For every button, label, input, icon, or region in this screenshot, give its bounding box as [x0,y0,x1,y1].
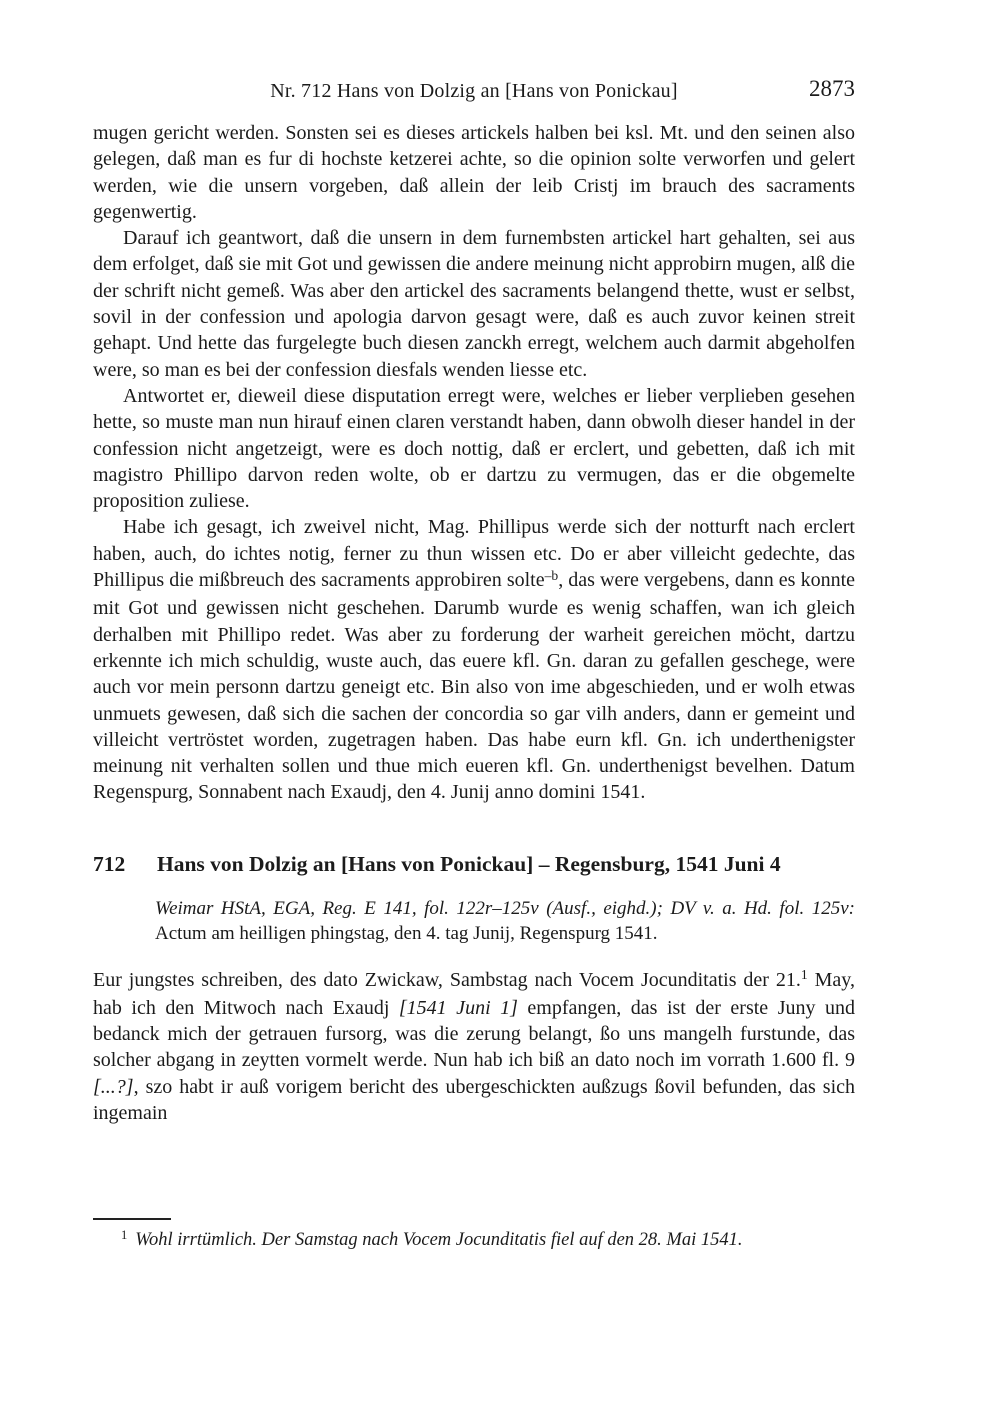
text-run: Antwortet er, dieweil diese disputation erregt were, welches er lieber verplieben gesehen hette, so muste man nun hirauf einen claren verstandt haben, dann obwolh dieser handel in der confession nicht angetzeigt, were es doch nottig, daß er erclert, und gebetten, daß ich mit magistro Phillipo darvon reden wolte, ob er dartzu zu vermugen, das er die obgemelte proposition zuliese. [93,384,855,513]
italic-run: [...?] [93,1075,134,1098]
paragraph [93,967,855,1127]
paragraph [93,225,855,383]
text-run: empfangen, das ist der erste Juny und bedanck mich der getrauen fursorg, was die zerung belangt, ßo uns mangelh furstunde, das solcher abgang in zeytten vormelt werde. Nun hab ich biß an dato noch im vorrath 1.600 fl. 9 [93,996,855,1072]
footnote-body [135,1230,742,1250]
source-note [155,896,855,947]
footnote-text [93,1228,855,1253]
page-number: 2873 [809,76,855,101]
text-run: , das were vergebens, dann es konnte mit Got und gewissen nicht geschehen. Darumb wurde es wenig schaffen, wan ich gleich derhalben mit Phillipo redet. Was aber zu forderung der warheit gereichen möcht, dartzu erkennte ich mich schuldig, wuste auch, das euere kfl. Gn. daran zu gefallen geschege, were auch vor mein personn dartzu geneigt etc. Bin also von ime abgeschieden, und er wolh etwas unmuets gewesen, daß sich die sachen der concordia so gar vilh anders, dann er gemeint und villeicht vertröstet worden, zugetragen haben. Das habe eurn kfl. Gn. ich underthenigster meinung nit verhalten sollen und thue mich eueren kfl. Gn. underthenigst bevelhen. Datum Regenspurg, Sonnabent nach Exaudj, den 4. Junij anno domini 1541. [93,569,855,804]
superscript-mark: –b [544,567,559,583]
footnote-rule [93,1218,171,1220]
text-run: mugen gericht werden. Sonsten sei es dieses artickels halben bei ksl. Mt. und den seinen also gelegen, daß man es fur di hochste ketzerei achte, so die opinion solte verworfen und gelert werden, wie die unsern vorgeben, daß allein der leib Cristj im brauch des sacraments gegenwertig. [93,122,855,223]
entry-heading [93,850,855,878]
superscript-mark: 1 [800,967,808,983]
italic-run: [1541 Juni 1] [398,996,518,1019]
page-header [93,76,855,110]
entry-title: Hans von Dolzig an [Hans von Ponickau] – Regensburg, 1541 Juni 4 [157,851,781,876]
text-run: , szo habt ir auß vorigem bericht des ubergeschickten außzugs ßovil befunden, das sich ingemain [93,1075,855,1125]
text-run: Darauf ich geantwort, daß die unsern in dem furnembsten artickel hart gehalten, sei aus dem erfolget, daß sie mit Got und gewissen die andere meinung nicht approbirn mugen, alß die der schrift nicht gemeß. Was aber den artickel des sacraments belangend thette, wust er selbst, sovil in der confession und apologia darvon gesagt were, daß es auch zuvor keinen streit gehapt. Und hette das furgelegte buch diesen zanckh erregt, welchem auch darmit abgeholfen were, so man es bei der confession diesfals wenden liesse etc. [93,227,855,381]
text-run: Habe ich gesagt, ich zweivel nicht, Mag. Phillipus werde sich der notturft nach erclert haben, auch, do ichtes notig, ferner zu thun wissen etc. Do er aber villeicht gedechte, das Phillipus die mißbreuch des sacraments approbiren solte [93,516,855,592]
italic-run: Weimar HStA, EGA, Reg. E 141, fol. 122r–125v (Ausf., eighd.); DV v. a. Hd. fol. 125v: [155,897,855,919]
footnote-area [93,1218,855,1253]
entry-number: 712 [93,851,126,876]
paragraph [93,383,855,514]
text-run: Eur jungstes schreiben, des dato Zwickaw, Sambstag nach Vocem Jocunditatis der 21. [93,968,801,991]
main-text [93,120,855,806]
text-run: Actum am heilligen phingstag, den 4. tag Junij, Regenspurg 1541. [155,923,658,945]
paragraph [93,514,855,805]
running-head: Nr. 712 Hans von Dolzig an [Hans von Ponickau] [270,80,678,102]
text-run: May, hab ich den Mitwoch nach Exaudj [93,968,855,1019]
paragraph [93,120,855,225]
footnote-marker: 1 [121,1228,128,1243]
page-content [93,120,855,1126]
italic-run: Wohl irrtümlich. Der Samstag nach Vocem Jocunditatis fiel auf den 28. Mai 1541. [135,1230,743,1250]
letter-text [93,967,855,1127]
